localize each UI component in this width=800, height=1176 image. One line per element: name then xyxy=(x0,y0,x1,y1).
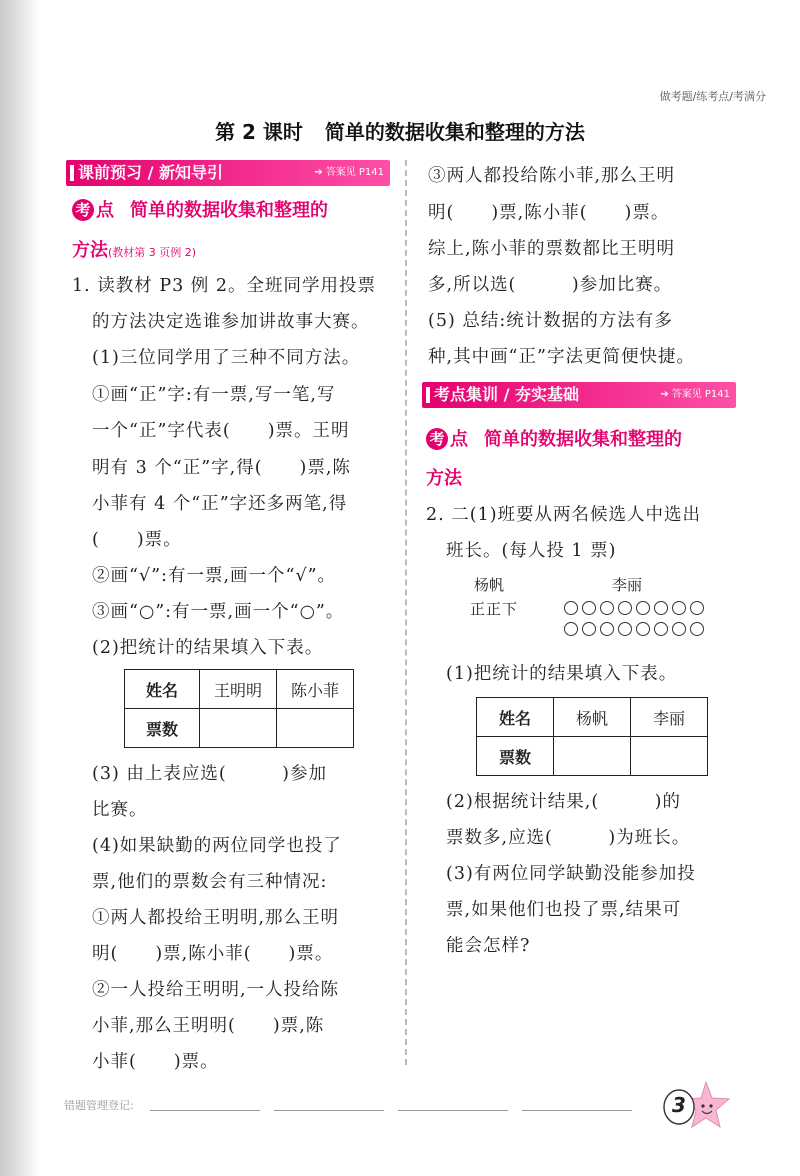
header-tagline: 做考题/练考点/考满分 xyxy=(659,90,766,103)
text-line: 的方法决定选谁参加讲故事大赛。 xyxy=(92,312,370,332)
answer-reference: ➔ 答案见 P141 xyxy=(660,382,730,408)
textbook-reference: (教材第 3 页例 2) xyxy=(108,246,197,259)
text-line: 班长。(每人投 1 票) xyxy=(446,541,617,561)
circle-mark xyxy=(582,622,596,636)
arrow-icon: ➔ xyxy=(314,167,323,178)
text-line: ②画“√”:有一票,画一个“√”。 xyxy=(92,566,337,586)
text-line: 明( )票,陈小菲( )票。 xyxy=(92,944,334,964)
text-line: ①画“正”字:有一票,写一笔,写 xyxy=(92,385,336,405)
text-line: 2. 二(1)班要从两名候选人中选出 xyxy=(426,505,702,525)
circle-mark xyxy=(564,622,578,636)
text-line: (1)把统计的结果填入下表。 xyxy=(446,664,678,684)
footer-blank-line xyxy=(150,1110,260,1111)
kaodian-heading-cont: 方法 xyxy=(426,468,462,489)
tally-marks: 正正下 xyxy=(470,600,519,618)
page-title xyxy=(0,116,800,145)
text-line: 综上,陈小菲的票数都比王明明 xyxy=(428,239,676,259)
arrow-icon: ➔ xyxy=(660,389,669,400)
answer-reference: ➔ 答案见 P141 xyxy=(314,160,384,186)
text-line: 能会怎样? xyxy=(446,936,531,956)
answer-cell[interactable] xyxy=(200,709,277,748)
circle-mark xyxy=(690,622,704,636)
text-line: 明( )票,陈小菲( )票。 xyxy=(428,203,670,223)
text-line: (1)三位同学用了三种不同方法。 xyxy=(92,348,361,368)
circle-mark xyxy=(636,601,650,615)
text-line: 票数多,应选( )为班长。 xyxy=(446,828,691,848)
kaodian-heading-cont: 方法(教材第 3 页例 2) xyxy=(72,240,197,261)
table-header-name: 姓名 xyxy=(125,670,200,709)
page-edge-shadow xyxy=(0,0,40,1176)
text-line: 种,其中画“正”字法更简便快捷。 xyxy=(428,347,695,367)
circle-mark xyxy=(600,601,614,615)
table-cell-name: 杨帆 xyxy=(554,698,631,737)
kaodian-title: 简单的数据收集和整理的 xyxy=(484,429,682,450)
banner-label: 课前预习 / 新知导引 xyxy=(78,163,223,182)
table-header-votes: 票数 xyxy=(125,709,200,748)
text-line: 一个“正”字代表( )票。王明 xyxy=(92,421,350,441)
circle-marks-row xyxy=(564,622,704,636)
text-line: 比赛。 xyxy=(92,800,148,820)
circle-mark xyxy=(690,601,704,615)
circle-mark xyxy=(582,601,596,615)
kaodian-title: 简单的数据收集和整理的 xyxy=(130,200,328,221)
text-line: 小菲有 4 个“正”字还多两笔,得 xyxy=(92,494,348,514)
text-line: ( )票。 xyxy=(92,530,182,550)
circle-mark xyxy=(654,622,668,636)
circle-mark xyxy=(636,622,650,636)
lesson-title: 简单的数据收集和整理的方法 xyxy=(324,120,585,144)
answer-cell[interactable] xyxy=(277,709,354,748)
banner-label: 考点集训 / 夯实基础 xyxy=(434,385,579,404)
text-line: 小菲( )票。 xyxy=(92,1052,219,1072)
kaodian-badge: 考 xyxy=(426,428,448,450)
text-line: 小菲,那么王明明( )票,陈 xyxy=(92,1016,325,1036)
kaodian-heading: 考 点 简单的数据收集和整理的 xyxy=(426,425,682,451)
table-cell-name: 王明明 xyxy=(200,670,277,709)
footer-label: 错题管理登记: xyxy=(64,1099,134,1112)
circle-mark xyxy=(672,601,686,615)
text-line: ①两人都投给王明明,那么王明 xyxy=(92,908,340,928)
text-line: 多,所以选( )参加比赛。 xyxy=(428,275,673,295)
text-line: 票,他们的票数会有三种情况: xyxy=(92,872,328,892)
footer-blank-line xyxy=(398,1110,508,1111)
column-divider xyxy=(405,160,407,1065)
lesson-number: 第 2 课时 xyxy=(215,120,303,144)
answer-cell[interactable] xyxy=(631,737,708,776)
text-line: ③画“○”:有一票,画一个“○”。 xyxy=(92,602,345,622)
section-banner-practice xyxy=(422,382,736,408)
text-line: 明有 3 个“正”字,得( )票,陈 xyxy=(92,458,351,478)
vote-table-2 xyxy=(476,697,708,776)
kaodian-badge: 考 xyxy=(72,199,94,221)
text-line: ②一人投给王明明,一人投给陈 xyxy=(92,980,340,1000)
text-line: (2)根据统计结果,( )的 xyxy=(446,792,682,812)
text-line: (5) 总结:统计数据的方法有多 xyxy=(428,311,673,331)
table-cell-name: 李丽 xyxy=(631,698,708,737)
page-number-star xyxy=(658,1080,730,1138)
table-header-votes: 票数 xyxy=(477,737,554,776)
text-line: (2)把统计的结果填入下表。 xyxy=(92,638,324,658)
table-cell-name: 陈小菲 xyxy=(277,670,354,709)
footer-blank-line xyxy=(522,1110,632,1111)
circle-mark xyxy=(618,601,632,615)
text-line: ③两人都投给陈小菲,那么王明 xyxy=(428,166,676,186)
circle-mark xyxy=(654,601,668,615)
candidate-name: 李丽 xyxy=(612,576,643,594)
kaodian-heading: 考 点 简单的数据收集和整理的 xyxy=(72,196,328,222)
answer-cell[interactable] xyxy=(554,737,631,776)
circle-mark xyxy=(600,622,614,636)
table-header-name: 姓名 xyxy=(477,698,554,737)
vote-table-1 xyxy=(124,669,354,748)
circle-mark xyxy=(564,601,578,615)
text-line: (3)有两位同学缺勤没能参加投 xyxy=(446,864,696,884)
circle-marks-row xyxy=(564,601,704,615)
text-line: 票,如果他们也投了票,结果可 xyxy=(446,900,682,920)
candidate-name: 杨帆 xyxy=(474,576,505,594)
footer-blank-line xyxy=(274,1110,384,1111)
circle-mark xyxy=(672,622,686,636)
page-number: 3 xyxy=(672,1093,686,1117)
circle-mark xyxy=(618,622,632,636)
text-line: 1. 读教材 P3 例 2。全班同学用投票 xyxy=(72,276,376,296)
text-line: (4)如果缺勤的两位同学也投了 xyxy=(92,836,342,856)
text-line: (3) 由上表应选( )参加 xyxy=(92,764,328,784)
section-banner-preview xyxy=(66,160,390,186)
